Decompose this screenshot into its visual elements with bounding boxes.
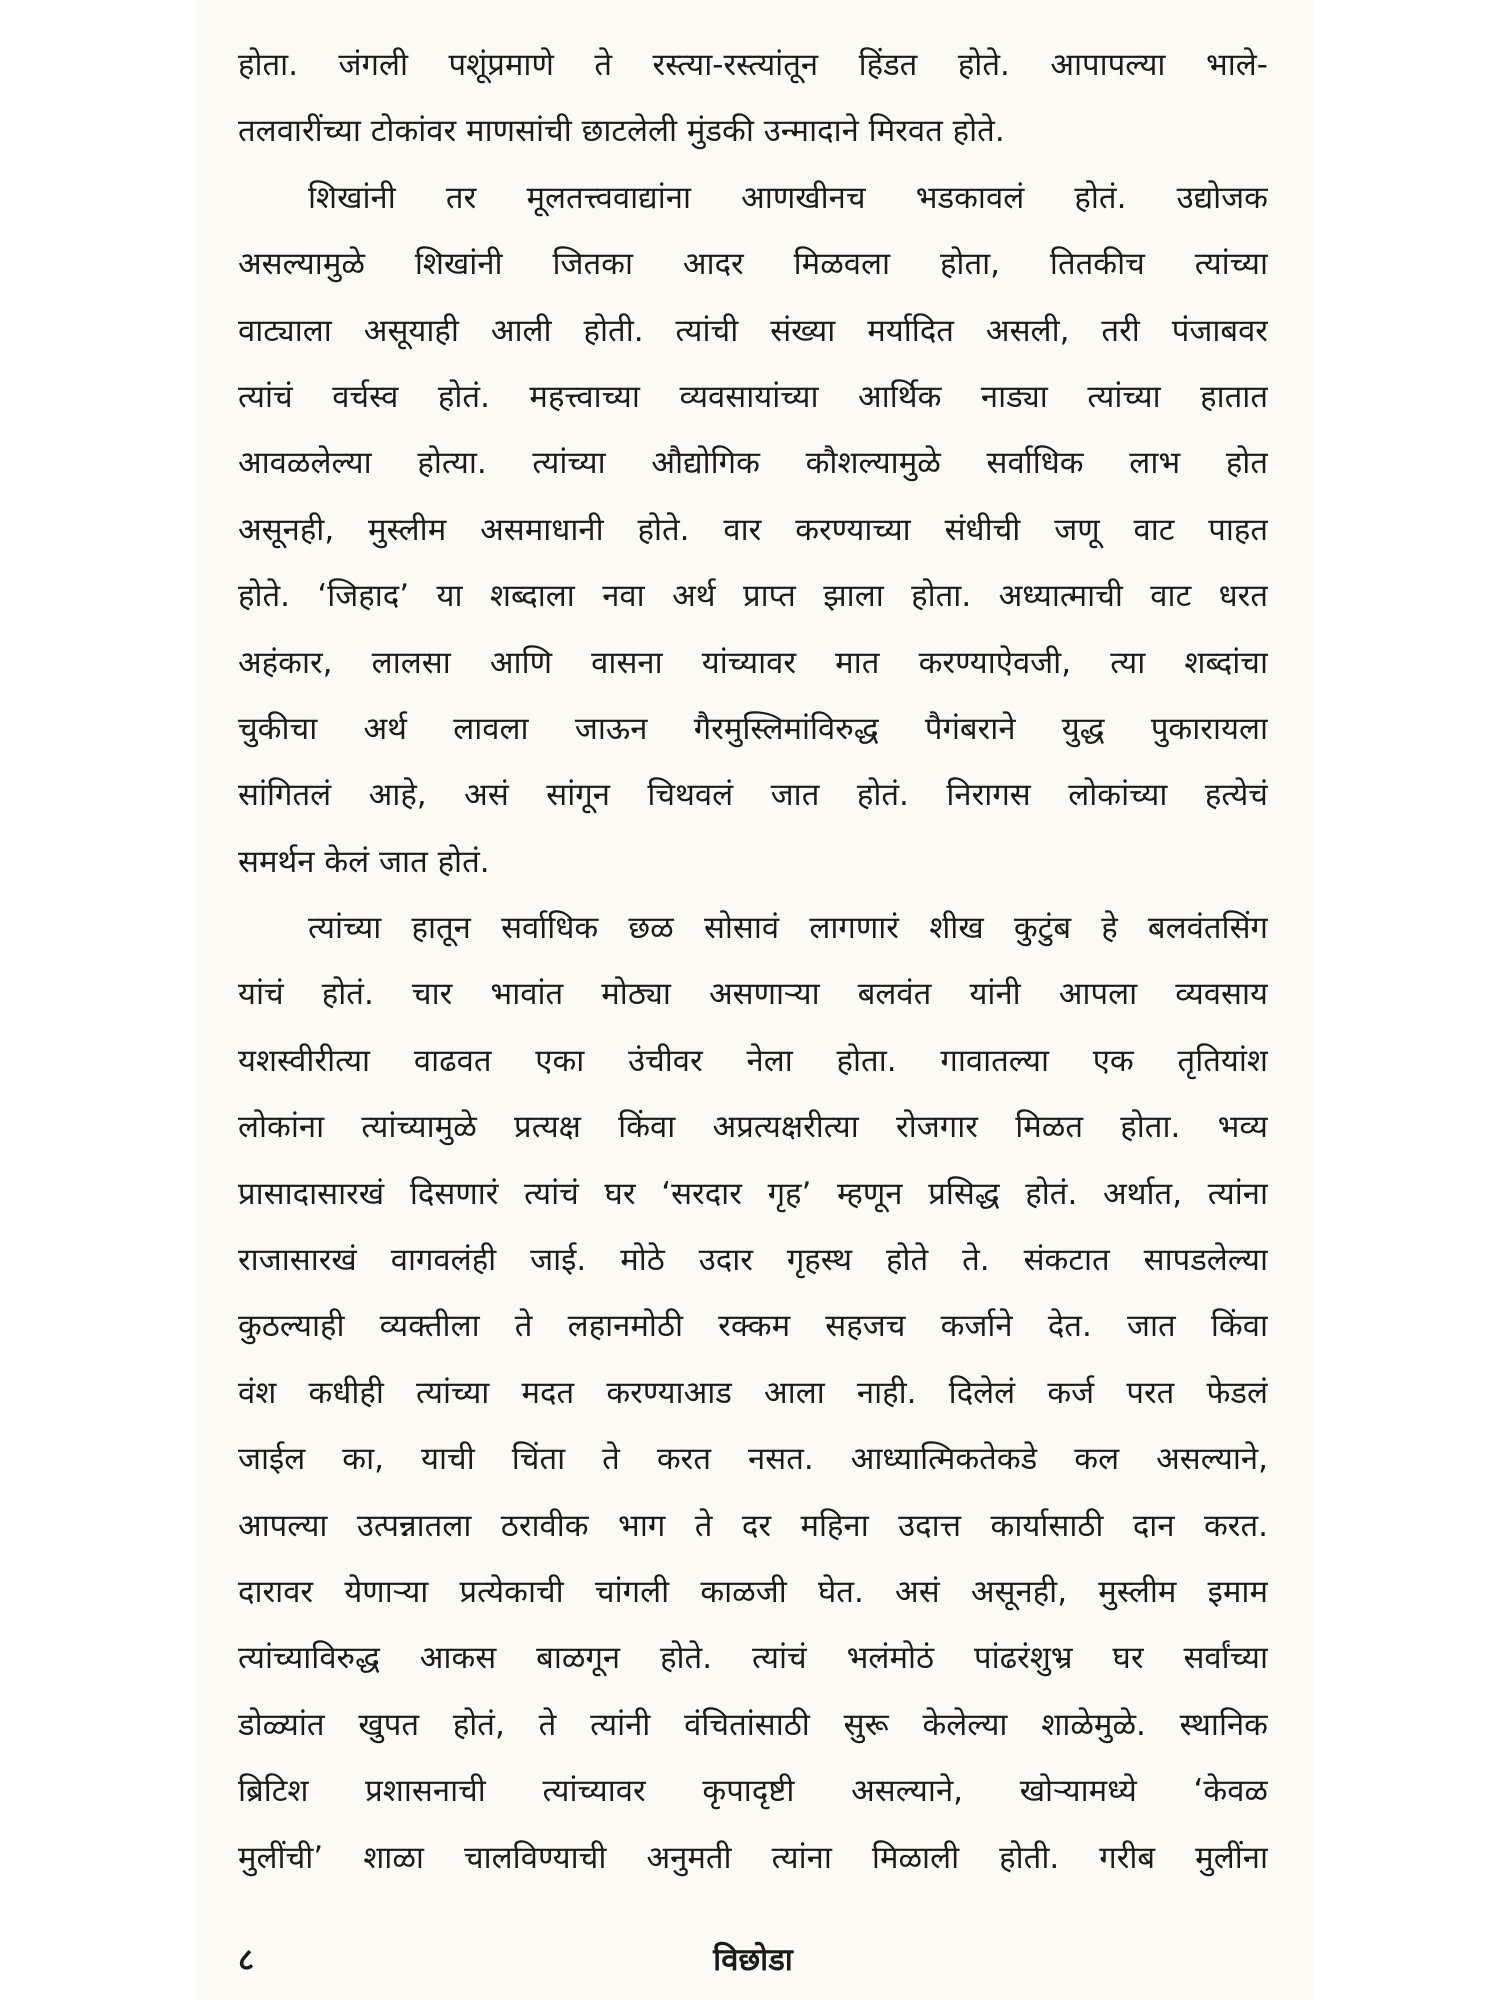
text-line: असल्यामुळे शिखांनी जितका आदर मिळवला होता, तितकीच त्यांच्या [238, 246, 1268, 283]
text-line: यांचं होतं. चार भावांत मोठ्या असणाऱ्या बलवंत यांनी आपला व्यवसाय [238, 976, 1268, 1013]
paragraph-end-line: समर्थन केलं जात होतं. [238, 843, 490, 880]
text-line: यशस्वीरीत्या वाढवत एका उंचीवर नेला होता. गावातल्या एक तृतियांश [238, 1042, 1268, 1079]
text-line: होते. ‘जिहाद’ या शब्दाला नवा अर्थ प्राप्त झाला होता. अध्यात्माची वाट धरत [238, 578, 1268, 615]
paragraph-start-line: त्यांच्या हातून सर्वाधिक छळ सोसावं लागणारं शीख कुटुंब हे बलवंतसिंग [308, 910, 1268, 947]
text-line: डोळ्यांत खुपत होतं, ते त्यांनी वंचितांसाठी सुरू केलेल्या शाळेमुळे. स्थानिक [238, 1706, 1268, 1743]
text-line: जाईल का, याची चिंता ते करत नसत. आध्यात्मिकतेकडे कल असल्याने, [238, 1441, 1268, 1478]
text-line: त्यांचं वर्चस्व होतं. महत्त्वाच्या व्यवसायांच्या आर्थिक नाड्या त्यांच्या हातात [238, 378, 1268, 415]
text-line: ब्रिटिश प्रशासनाची त्यांच्यावर कृपादृष्टी असल्याने, खोऱ्यामध्ये ‘केवळ [238, 1773, 1268, 1810]
body-text [238, 32, 1268, 1891]
text-line: आवळलेल्या होत्या. त्यांच्या औद्योगिक कौशल्यामुळे सर्वाधिक लाभ होत [238, 445, 1268, 482]
text-line: सांगितलं आहे, असं सांगून चिथवलं जात होतं. निरागस लोकांच्या हत्येचं [238, 777, 1268, 814]
text-line: होता. जंगली पशूंप्रमाणे ते रस्त्या-रस्त्यांतून हिंडत होते. आपापल्या भाले- [238, 47, 1268, 83]
text-line: दारावर येणाऱ्या प्रत्येकाची चांगली काळजी घेत. असं असूनही, मुस्लीम इमाम [238, 1573, 1268, 1610]
text-line: असूनही, मुस्लीम असमाधानी होते. वार करण्याच्या संधीची जणू वाट पाहत [238, 511, 1268, 548]
page-number: ८ [238, 1942, 255, 1978]
text-line: अहंकार, लालसा आणि वासना यांच्यावर मात करण्याऐवजी, त्या शब्दांचा [238, 644, 1268, 681]
text-line: चुकीचा अर्थ लावला जाऊन गैरमुस्लिमांविरुद्ध पैगंबराने युद्ध पुकारायला [238, 710, 1268, 747]
text-line: कुठल्याही व्यक्तीला ते लहानमोठी रक्कम सहजच कर्जाने देत. जात किंवा [238, 1308, 1268, 1345]
paragraph-start-line: शिखांनी तर मूलतत्त्ववाद्यांना आणखीनच भडकावलं होतं. उद्योजक [308, 179, 1268, 216]
text-line: लोकांना त्यांच्यामुळे प्रत्यक्ष किंवा अप्रत्यक्षरीत्या रोजगार मिळत होता. भव्य [238, 1109, 1268, 1146]
text-line: राजासारखं वागवलंही जाई. मोठे उदार गृहस्थ होते ते. संकटात सापडलेल्या [238, 1242, 1268, 1279]
running-title: विछोडा [713, 1942, 793, 1978]
page-footer [238, 1942, 1268, 2000]
text-line: वंश कधीही त्यांच्या मदत करण्याआड आला नाही. दिलेलं कर्ज परत फेडलं [238, 1374, 1268, 1411]
text-line: वाट्याला असूयाही आली होती. त्यांची संख्या मर्यादित असली, तरी पंजाबवर [238, 312, 1268, 349]
text-line: त्यांच्याविरुद्ध आकस बाळगून होते. त्यांचं भलंमोठं पांढरंशुभ्र घर सर्वांच्या [238, 1640, 1268, 1677]
text-line: मुलींची’ शाळा चालविण्याची अनुमती त्यांना मिळाली होती. गरीब मुलींना [238, 1839, 1268, 1876]
text-line: प्रासादासारखं दिसणारं त्यांचं घर ‘सरदार गृह’ म्हणून प्रसिद्ध होतं. अर्थात, त्यांना [238, 1175, 1268, 1212]
text-line: आपल्या उत्पन्नातला ठरावीक भाग ते दर महिना उदात्त कार्यासाठी दान करत. [238, 1507, 1268, 1544]
text-line: तलवारींच्या टोकांवर माणसांची छाटलेली मुंडकी उन्मादाने मिरवत होते. [238, 113, 1005, 150]
